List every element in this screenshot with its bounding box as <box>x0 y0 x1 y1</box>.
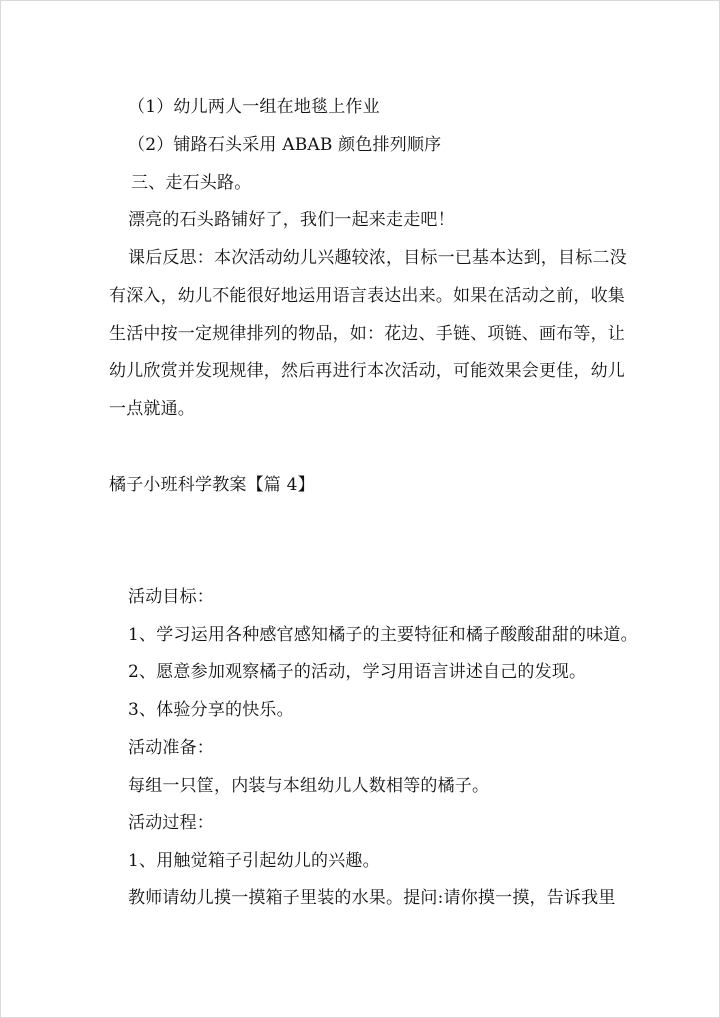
goals-heading: 活动目标： <box>128 587 214 607</box>
reflection-line-4: 幼儿欣赏并发现规律，然后再进行本次活动，可能效果会更佳，幼儿 <box>109 361 625 381</box>
prep-text: 每组一只筐，内装与本组幼儿人数相等的橘子。 <box>128 776 490 796</box>
article-4-title: 橘子小班科学教案【篇 4】 <box>109 475 315 495</box>
part-3-text: 漂亮的石头路铺好了，我们一起来走走吧！ <box>128 210 455 230</box>
goal-3-text: 3、体验分享的快乐。 <box>128 700 294 720</box>
reflection-line-5: 一点就通。 <box>109 399 195 419</box>
process-step-1: 1、用触觉箱子引起幼儿的兴趣。 <box>128 851 380 871</box>
step-1-text: （1）幼儿两人一组在地毯上作业 <box>128 97 380 117</box>
reflection-line-3: 生活中按一定规律排列的物品，如：花边、手链、项链、画布等，让 <box>109 324 625 344</box>
prep-heading: 活动准备： <box>128 738 214 758</box>
part-3-title: 三、走石头路。 <box>131 173 252 193</box>
reflection-line-2: 有深入，幼儿不能很好地运用语言表达出来。如果在活动之前，收集 <box>109 286 625 306</box>
process-text: 教师请幼儿摸一摸箱子里装的水果。提问:请你摸一摸，告诉我里 <box>128 888 616 908</box>
step-2-text: （2）铺路石头采用 ABAB 颜色排列顺序 <box>128 135 442 155</box>
process-heading: 活动过程： <box>128 813 214 833</box>
goal-1-text: 1、学习运用各种感官感知橘子的主要特征和橘子酸酸甜甜的味道。 <box>128 625 638 645</box>
reflection-line-1: 课后反思：本次活动幼儿兴趣较浓，目标一已基本达到，目标二没 <box>128 248 627 268</box>
goal-2-text: 2、愿意参加观察橘子的活动，学习用语言讲述自己的发现。 <box>128 662 587 682</box>
